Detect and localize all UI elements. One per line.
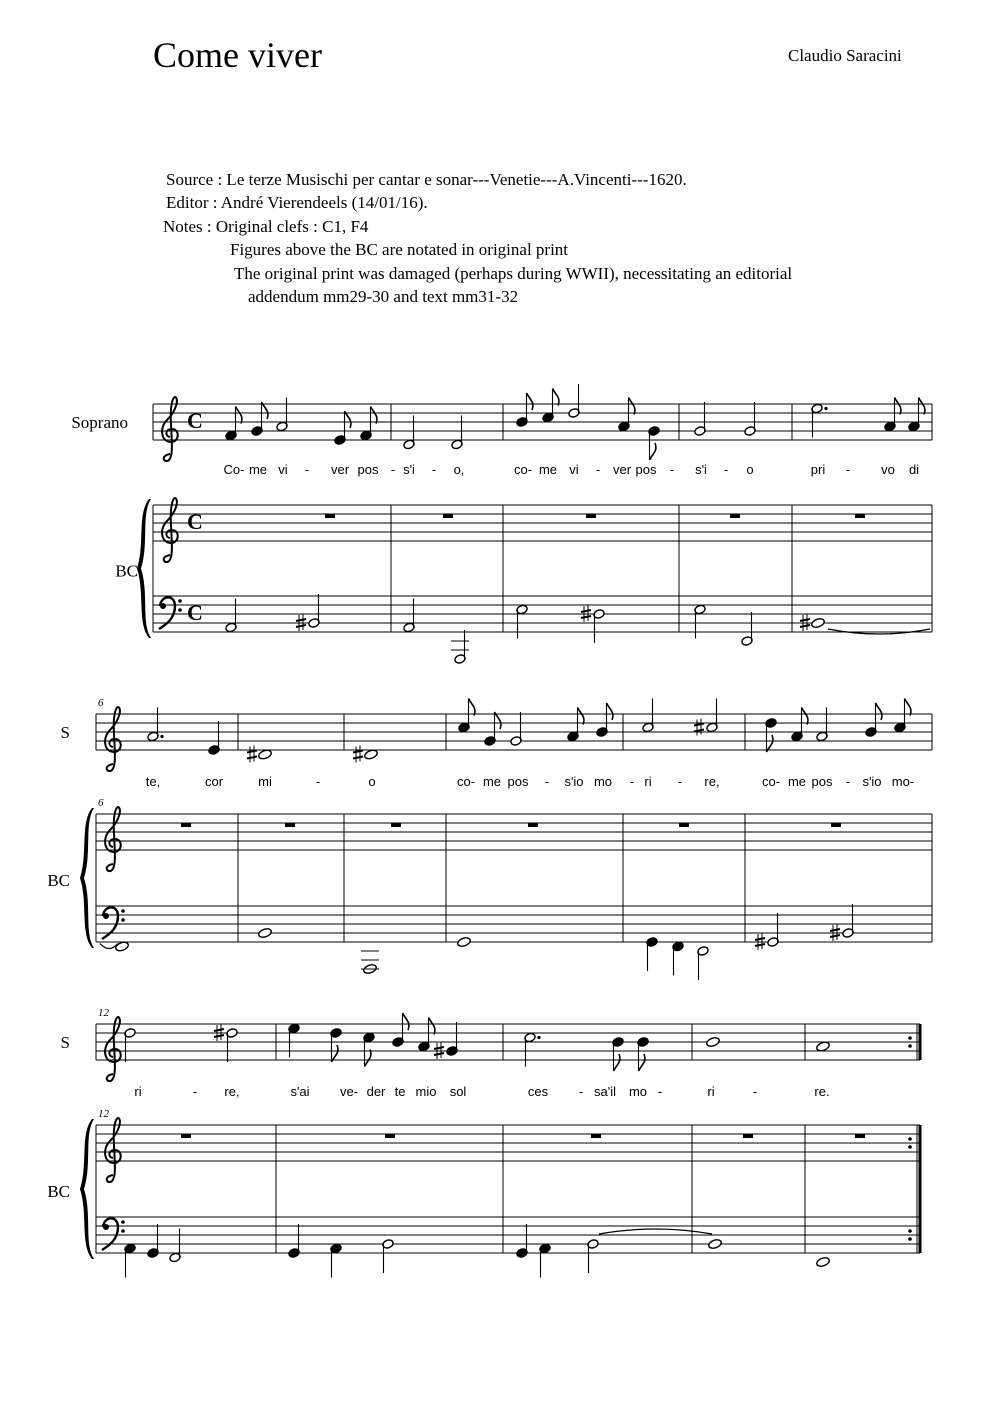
bass-clef-dot <box>178 608 182 612</box>
note-dot <box>537 1036 540 1039</box>
repeat-dot <box>908 1229 912 1233</box>
staff-label-bc: BC <box>115 561 138 581</box>
note-flag <box>629 398 635 415</box>
lyric-syllable: - <box>595 462 601 477</box>
staff <box>153 505 932 541</box>
staff-label-soprano: S <box>60 1033 70 1052</box>
lyric-syllable: cor <box>204 774 224 789</box>
treble-clef-icon <box>105 1017 121 1081</box>
lyric-syllable: - <box>390 462 396 477</box>
sharp-icon <box>247 746 257 763</box>
lyric-syllable: - <box>629 774 635 789</box>
source-note: Source : Le terze Musischi per cantar e sonar---Venetie---A.Vincenti---1620. <box>166 170 687 189</box>
treble-clef-icon <box>162 397 178 461</box>
whole-rest <box>391 823 401 827</box>
lyric-syllable: me <box>248 462 268 477</box>
note-flag <box>495 712 501 729</box>
lyric-syllable: te <box>394 1084 406 1099</box>
note-flag <box>578 708 584 725</box>
lyric-syllable: pos <box>811 774 833 789</box>
bass-clef-icon <box>159 597 175 629</box>
note-flag <box>639 1054 645 1071</box>
lyric-syllable: mi <box>258 774 272 789</box>
brace-icon <box>80 1119 94 1259</box>
lyric-syllable: s'io <box>564 774 584 789</box>
lyric-syllable: di <box>908 462 920 477</box>
whole-rest <box>679 823 689 827</box>
composer-name: Claudio Saracini <box>788 46 902 65</box>
repeat-dot <box>908 1036 912 1040</box>
whole-rest <box>285 823 295 827</box>
lyric-syllable: pri <box>810 462 826 477</box>
brace-icon <box>80 808 94 948</box>
note-flag <box>650 443 656 460</box>
bass-clef-dot <box>121 909 125 913</box>
whole-rest <box>385 1134 395 1138</box>
note-flag <box>607 703 613 720</box>
note-flag <box>767 735 773 752</box>
lyric-syllable: pos <box>507 774 529 789</box>
lyric-syllable: sa'il <box>594 1084 616 1099</box>
note-head <box>457 936 472 948</box>
note-flag <box>527 393 533 410</box>
bass-clef-dot <box>103 913 109 919</box>
time-signature: C <box>187 408 203 433</box>
whole-rest <box>181 823 191 827</box>
lyric-syllable: co- <box>513 462 533 477</box>
lyric-syllable: - <box>315 774 321 789</box>
lyric-syllable: co- <box>761 774 781 789</box>
lyric-syllable: me <box>538 462 558 477</box>
whole-rest <box>181 1134 191 1138</box>
note-flag <box>332 1045 338 1062</box>
repeat-dot <box>908 1044 912 1048</box>
lyric-syllable: re, <box>224 1084 240 1099</box>
note-flag <box>403 1013 409 1030</box>
whole-rest <box>586 514 596 518</box>
lyric-syllable: s'i <box>695 462 707 477</box>
note-flag <box>236 407 242 424</box>
note-flag <box>262 402 268 419</box>
note-head <box>708 1238 723 1250</box>
lyric-syllable: ri <box>134 1084 142 1099</box>
lyric-syllable: ri <box>644 774 652 789</box>
bass-clef-dot <box>103 1224 109 1230</box>
note-head <box>258 927 273 939</box>
lyric-syllable: - <box>752 1084 758 1099</box>
note-flag <box>905 699 911 716</box>
note-head <box>816 1256 831 1268</box>
bass-clef-icon <box>102 907 118 939</box>
lyric-syllable: pos <box>357 462 379 477</box>
whole-rest <box>528 823 538 827</box>
lyric-syllable: - <box>657 1084 663 1099</box>
treble-clef-icon <box>105 707 121 771</box>
lyric-syllable: - <box>845 462 851 477</box>
lyric-syllable: - <box>578 1084 584 1099</box>
lyric-syllable: - <box>431 462 437 477</box>
treble-clef-icon <box>105 1118 121 1182</box>
lyric-syllable: me <box>787 774 807 789</box>
note-head <box>811 617 826 629</box>
lyric-syllable: vi <box>569 462 579 477</box>
bass-clef-dot <box>160 603 166 609</box>
staff-label-bc: BC <box>47 1182 70 1201</box>
note-flag <box>371 407 377 424</box>
lyric-syllable: mo <box>628 1084 648 1099</box>
measure-number: 6 <box>98 697 104 709</box>
staff <box>96 1217 920 1253</box>
measure-number: 6 <box>98 797 104 809</box>
staff <box>96 814 932 850</box>
lyric-syllable: sol <box>449 1084 467 1099</box>
lyric-syllable: der <box>366 1084 386 1099</box>
lyric-syllable: ver <box>330 462 350 477</box>
lyric-syllable: - <box>845 774 851 789</box>
piece-title: Come viver <box>153 35 322 75</box>
lyric-syllable: s'i <box>403 462 415 477</box>
note-head <box>706 1036 721 1048</box>
time-signature: C <box>187 600 203 625</box>
staff-label-soprano: Soprano <box>71 413 128 432</box>
lyric-syllable: te, <box>145 774 161 789</box>
tie <box>599 1229 712 1234</box>
lyric-syllable: s'io <box>862 774 882 789</box>
time-signature: C <box>187 509 203 534</box>
staff-label-bc: BC <box>47 871 70 890</box>
whole-rest <box>730 514 740 518</box>
lyric-syllable: co- <box>456 774 476 789</box>
lyric-syllable: - <box>723 462 729 477</box>
lyric-syllable: vi <box>278 462 288 477</box>
lyric-syllable: - <box>192 1084 198 1099</box>
whole-rest <box>855 1134 865 1138</box>
bass-clef-dot <box>121 1229 125 1233</box>
repeat-dot <box>908 1145 912 1149</box>
treble-clef-icon <box>105 807 121 871</box>
lyric-syllable: ver <box>612 462 632 477</box>
note-dot <box>824 407 827 410</box>
treble-clef-icon <box>162 498 178 562</box>
lyric-syllable: - <box>544 774 550 789</box>
lyric-syllable: ve- <box>339 1084 359 1099</box>
lyric-syllable: mo <box>593 774 613 789</box>
lyric-syllable: - <box>304 462 310 477</box>
note-flag <box>365 1050 371 1067</box>
measure-number: 12 <box>98 1007 109 1019</box>
editor-note: Editor : André Vierendeels (14/01/16). <box>166 193 428 212</box>
lyric-syllable: - <box>677 774 683 789</box>
lyric-syllable: o <box>368 774 376 789</box>
note-dot <box>160 735 163 738</box>
measure-number: 12 <box>98 1108 109 1120</box>
note-flag <box>919 398 925 415</box>
note-flag <box>802 708 808 725</box>
lyric-syllable: ri <box>707 1084 715 1099</box>
repeat-dot <box>908 1237 912 1241</box>
whole-rest <box>743 1134 753 1138</box>
lyric-syllable: re. <box>814 1084 830 1099</box>
whole-rest <box>855 514 865 518</box>
whole-rest <box>591 1134 601 1138</box>
lyric-syllable: me <box>482 774 502 789</box>
lyric-syllable: re, <box>704 774 720 789</box>
note-flag <box>553 389 559 406</box>
note-flag <box>345 411 351 428</box>
brace-icon <box>137 499 151 638</box>
lyric-syllable: o, <box>453 462 465 477</box>
staff-label-soprano: S <box>60 723 70 742</box>
staff <box>96 1125 920 1161</box>
damage-note: The original print was damaged (perhaps during WWII), necessitating an editorial <box>234 264 793 283</box>
note-flag <box>429 1018 435 1035</box>
lyric-syllable: pos <box>635 462 657 477</box>
addendum-note: addendum mm29-30 and text mm31-32 <box>248 287 519 306</box>
staff <box>96 906 932 942</box>
note-flag <box>876 703 882 720</box>
lyric-syllable: o <box>746 462 754 477</box>
whole-rest <box>325 514 335 518</box>
note-flag <box>614 1054 620 1071</box>
lyric-syllable: ces <box>527 1084 549 1099</box>
note-flag <box>469 699 475 716</box>
repeat-dot <box>908 1137 912 1141</box>
lyric-syllable: s'ai <box>290 1084 310 1099</box>
note-flag <box>895 398 901 415</box>
lyric-syllable: - <box>669 462 675 477</box>
bass-clef-dot <box>121 918 125 922</box>
bass-clef-dot <box>121 1220 125 1224</box>
sharp-icon <box>694 719 704 736</box>
lyric-syllable: vo <box>881 462 895 477</box>
bass-clef-dot <box>178 599 182 603</box>
lyric-syllable: mo- <box>891 774 915 789</box>
whole-rest <box>443 514 453 518</box>
bass-clef-icon <box>102 1218 118 1250</box>
lyric-syllable: mio <box>415 1084 437 1099</box>
whole-rest <box>831 823 841 827</box>
sharp-icon <box>353 746 363 763</box>
lyric-syllable: Co- <box>223 462 245 477</box>
clefs-note: Notes : Original clefs : C1, F4 <box>163 217 369 236</box>
figures-note: Figures above the BC are notated in original print <box>230 240 569 259</box>
